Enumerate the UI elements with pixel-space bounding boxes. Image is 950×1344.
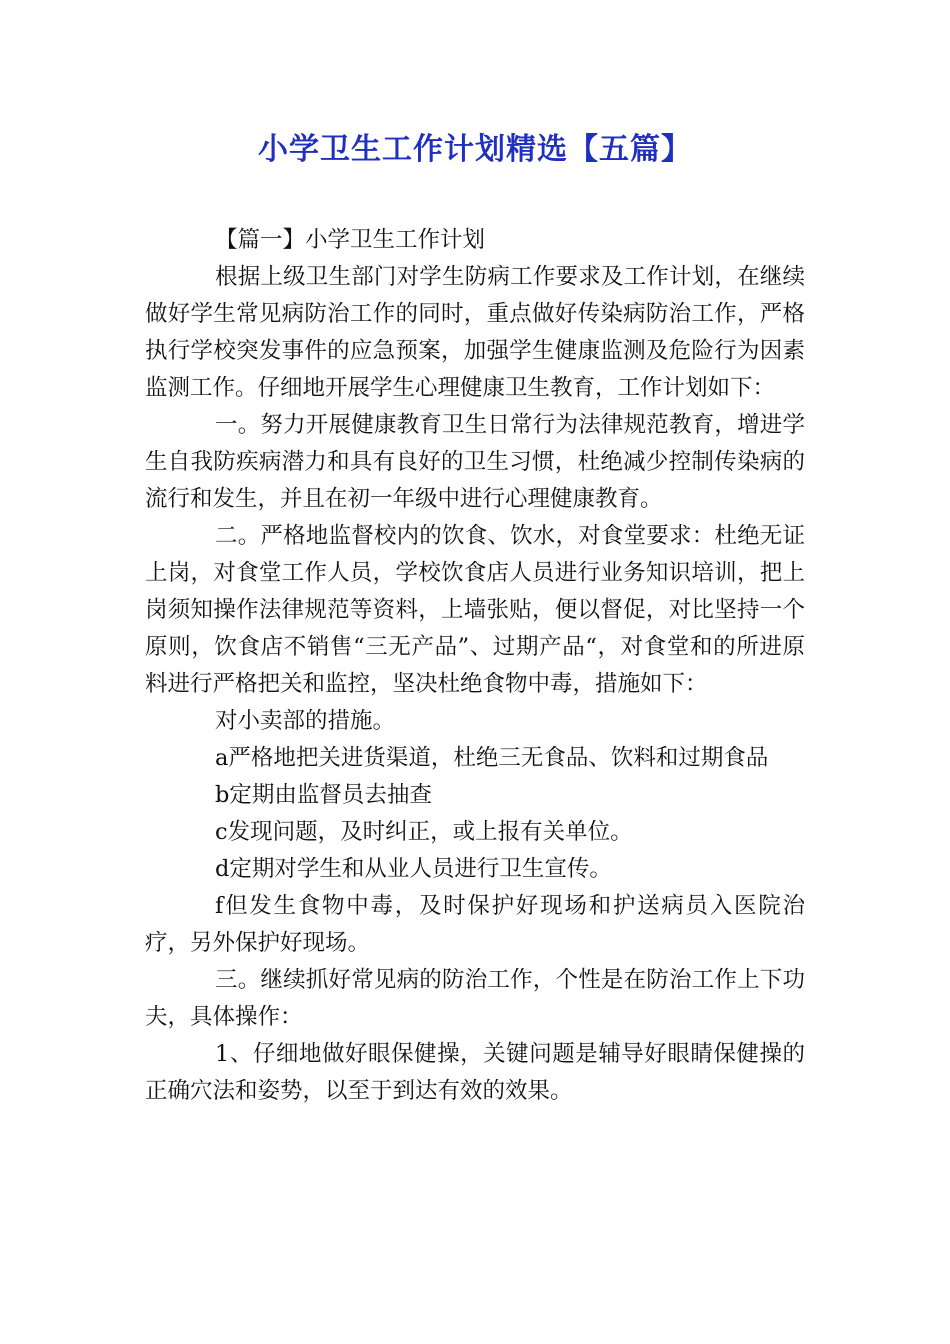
list-item: a严格地把关进货渠道，杜绝三无食品、饮料和过期食品 [215,745,769,771]
list-item: c发现问题，及时纠正，或上报有关单位。 [215,819,633,845]
document-title: 小学卫生工作计划精选【五篇】 [258,132,692,167]
paragraph: 二。严格地监督校内的饮食、饮水，对食堂要求：杜绝无证上岗，对食堂工作人员，学校饮食店人员进行业务知识培训，把上岗须知操作法律规范等资料，上墙张贴，便以督促，对比坚持一个原则，饮食店不销售“三无产品”、过期产品“，对食堂和的所进原料进行严格把关和监控，坚决杜绝食物中毒，措施如下： [145,523,805,697]
paragraph: 1、仔细地做好眼保健操，关键问题是辅导好眼睛保健操的正确穴法和姿势，以至于到达有效的效果。 [145,1041,805,1104]
paragraph: 根据上级卫生部门对学生防病工作要求及工作计划，在继续做好学生常见病防治工作的同时，重点做好传染病防治工作，严格执行学校突发事件的应急预案，加强学生健康监测及危险行为因素监测工作。仔细地开展学生心理健康卫生教育，工作计划如下： [145,264,805,401]
document-body [145,222,805,1110]
paragraph: 一。努力开展健康教育卫生日常行为法律规范教育，增进学生自我防疾病潜力和具有良好的卫生习惯，杜绝减少控制传染病的流行和发生，并且在初一年级中进行心理健康教育。 [145,412,805,512]
list-item: b定期由监督员去抽查 [215,782,432,808]
paragraph: 对小卖部的措施。 [215,708,396,734]
section-heading: 【篇一】小学卫生工作计划 [215,227,486,253]
list-item: d定期对学生和从业人员进行卫生宣传。 [215,856,612,882]
list-item: f但发生食物中毒，及时保护好现场和护送病员入医院治疗，另外保护好现场。 [145,893,805,956]
paragraph: 三。继续抓好常见病的防治工作，个性是在防治工作上下功夫，具体操作： [145,967,805,1030]
